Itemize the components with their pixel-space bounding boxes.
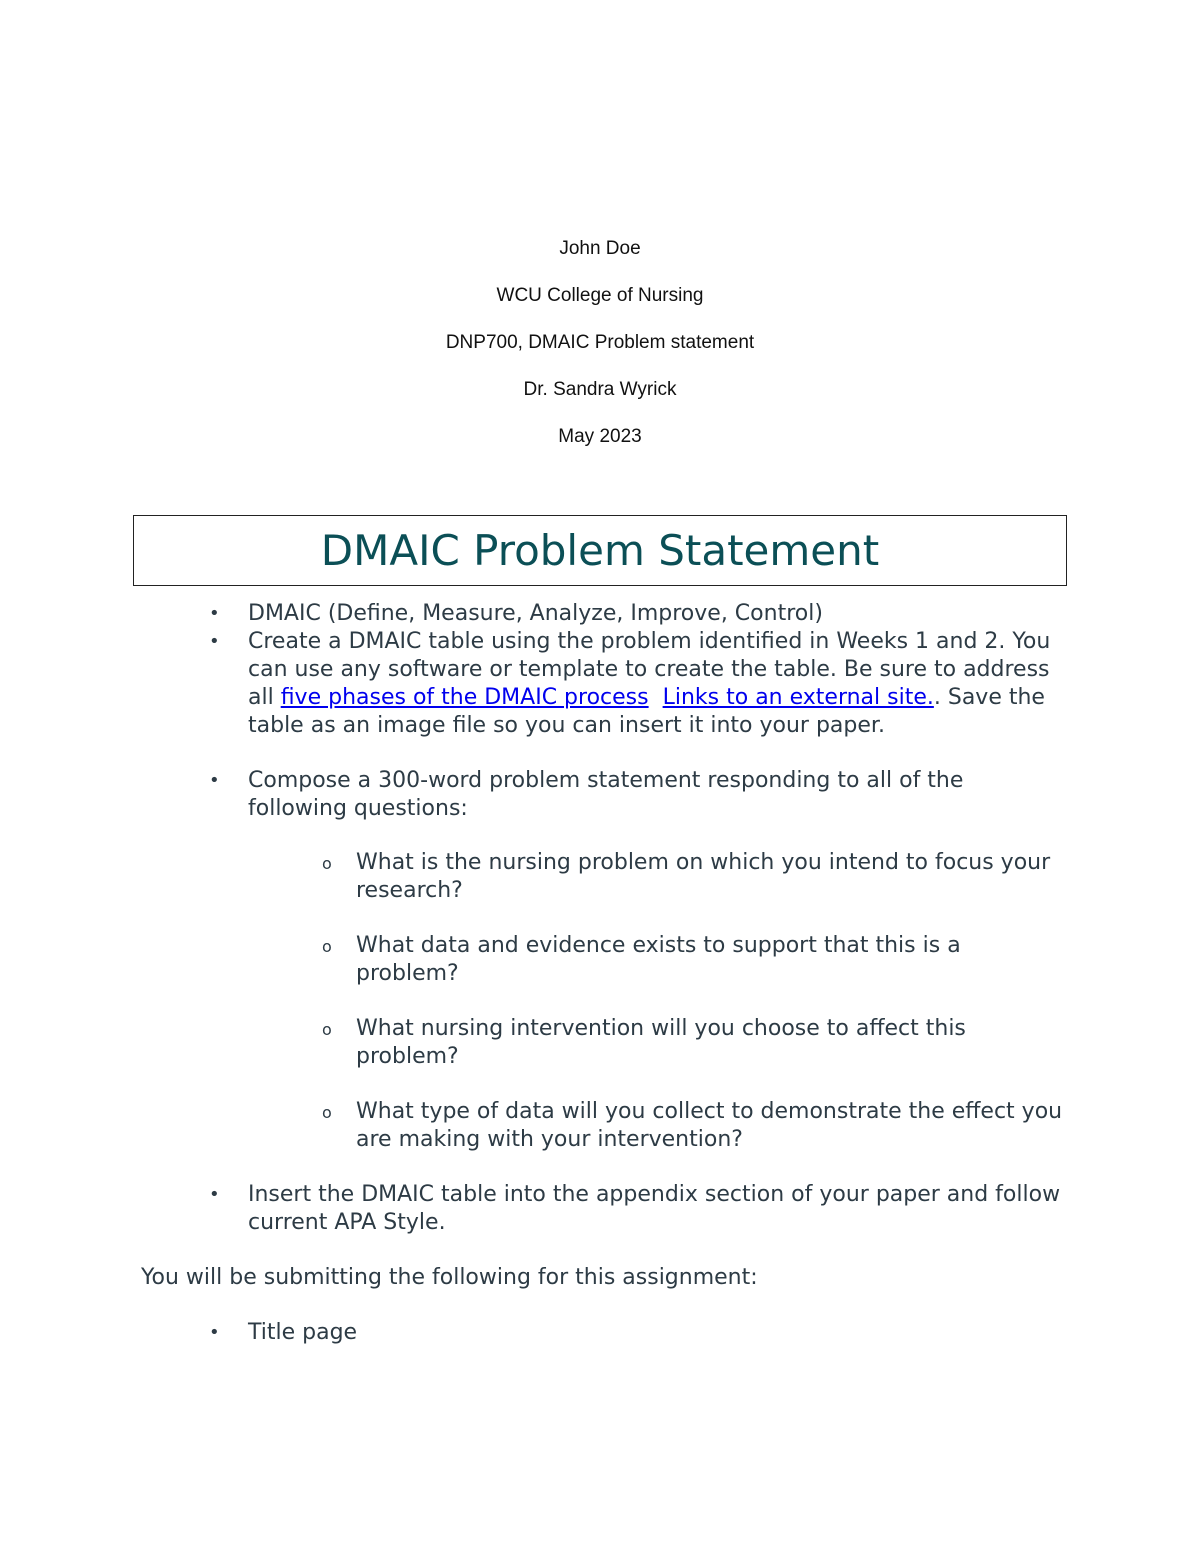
list-item [141,600,1066,628]
bullet-icon: • [209,1184,220,1205]
assignment-content [141,600,1066,1347]
instructions-list [141,600,1066,1237]
sub-bullet-icon: o [322,1103,332,1122]
list-item [141,1319,1066,1347]
question-item [248,932,1066,988]
bullet-icon: • [209,770,220,791]
list-item [141,1181,1066,1237]
create-table-text: Create a DMAIC table using the problem identified in Weeks 1 and 2. You can use any software or template to create the table. Be sure to address all [248,629,1051,710]
compose-statement-text: Compose a 300-word problem statement responding to all of the following questions: [248,768,964,821]
save-table-text: . Save the table as an image file so you can insert it into your paper. [248,685,1045,738]
external-site-link[interactable]: Links to an external site. [662,685,934,710]
course-title: DNP700, DMAIC Problem statement [445,332,755,353]
question-text: What nursing intervention will you choose to affect this problem? [356,1016,966,1069]
sub-bullet-icon: o [322,854,332,873]
dmaic-phases-link[interactable]: five phases of the DMAIC process [280,685,649,710]
submitting-intro: You will be submitting the following for this assignment: [141,1265,758,1290]
question-item [248,1098,1066,1154]
author-name: John Doe [559,238,641,259]
page-heading: DMAIC Problem Statement [320,526,880,575]
question-item [248,849,1066,905]
list-item [141,628,1066,740]
sub-bullet-icon: o [322,1020,332,1039]
institution-name: WCU College of Nursing [496,285,704,306]
question-text: What data and evidence exists to support that this is a problem? [356,933,961,986]
instructor-name: Dr. Sandra Wyrick [523,379,677,400]
list-item [141,767,1066,1154]
question-text: What type of data will you collect to demonstrate the effect you are making with your intervention? [356,1099,1063,1152]
question-text: What is the nursing problem on which you intend to focus your research? [356,850,1051,903]
submit-item-text: Title page [248,1320,358,1345]
question-item [248,1015,1066,1071]
heading-box [133,515,1067,586]
submit-list [141,1319,1066,1347]
questions-list [248,849,1066,1154]
submission-date: May 2023 [558,426,642,447]
sub-bullet-icon: o [322,937,332,956]
bullet-icon: • [209,631,220,652]
dmaic-definition: DMAIC (Define, Measure, Analyze, Improve, Control) [248,601,823,626]
bullet-icon: • [209,1322,220,1343]
insert-table-text: Insert the DMAIC table into the appendix section of your paper and follow current APA Style. [248,1182,1061,1235]
bullet-icon: • [209,603,220,624]
title-page-block [0,234,1200,469]
